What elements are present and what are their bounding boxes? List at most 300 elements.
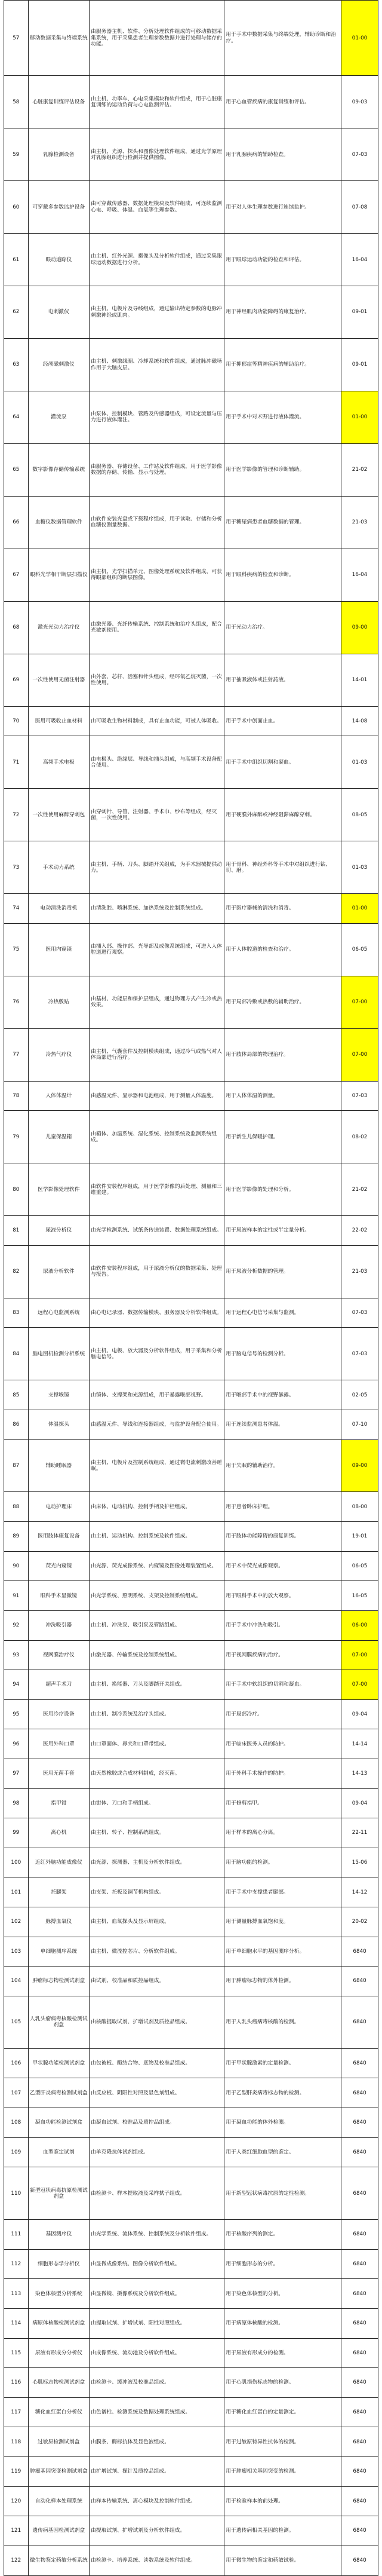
device-description-cell: 由天然橡胶或合成材料制成，经灭菌。 [90, 1759, 224, 1788]
category-code-cell: 07-03 [341, 1298, 378, 1328]
table-row [4, 1670, 378, 1700]
intended-use-cell: 用于肿瘤标志物的体外检测。 [224, 1967, 341, 1996]
category-code-cell: 01-00 [341, 894, 378, 924]
row-number-cell: 71 [4, 736, 29, 789]
category-code-cell: 14-01 [341, 654, 378, 706]
device-description-cell: 由口罩面体、鼻夹和口罩带组成。 [90, 1729, 224, 1759]
category-code-cell: 6840 [341, 2309, 378, 2339]
table-row [4, 76, 378, 128]
table-row [4, 1581, 378, 1611]
row-number-cell: 104 [4, 1967, 29, 1996]
category-code-cell: 16-04 [341, 234, 378, 286]
category-code-cell: 22-11 [341, 1818, 378, 1848]
device-description-cell: 由主机、血氧探头及显示屏组成。 [90, 1907, 224, 1937]
row-number-cell: 85 [4, 1380, 29, 1410]
table-row [4, 1028, 378, 1081]
category-code-cell: 21-02 [341, 1163, 378, 1216]
row-number-cell: 115 [4, 2338, 29, 2368]
intended-use-cell: 用于眼球运动功能的检查和评估。 [224, 234, 341, 286]
device-description-cell: 由心电记录器、数据传输模块、服务器及分析软件组成。 [90, 1298, 224, 1328]
device-name-cell: 微生物鉴定药敏分析系统 [28, 2546, 89, 2575]
intended-use-cell: 用于尿液有形成分的检测。 [224, 2338, 341, 2368]
table-row [4, 128, 378, 181]
table-row [4, 2457, 378, 2487]
device-name-cell: 细胞形态学分析仪 [28, 2249, 89, 2279]
table-row [4, 1996, 378, 2048]
intended-use-cell: 用于局部冷敷或热敷的辅助治疗。 [224, 976, 341, 1028]
intended-use-cell: 用于乳腺疾病的辅助检查。 [224, 128, 341, 181]
device-description-cell: 由清洗腔、喷淋系统、加热系统及控制系统组成。 [90, 894, 224, 924]
table-row [4, 2048, 378, 2078]
intended-use-cell: 用于甲状腺激素的定量检测。 [224, 2048, 341, 2078]
device-name-cell: 眼科手术显微镜 [28, 1581, 89, 1611]
row-number-cell: 62 [4, 286, 29, 339]
row-number-cell: 77 [4, 1028, 29, 1081]
row-number-cell: 61 [4, 234, 29, 286]
device-description-cell: 由床体、电动机构、控制手柄及护栏组成。 [90, 1492, 224, 1522]
table-row [4, 1937, 378, 1967]
table-row [4, 2137, 378, 2167]
intended-use-cell: 用于局部冷疗。 [224, 1699, 341, 1729]
category-code-cell: 14-14 [341, 1729, 378, 1759]
device-description-cell: 由主机、电极片及控制系统组成，通过微电流刺激改善睡眠。 [90, 1439, 224, 1492]
device-description-cell: 由主机、红外光源、摄像头及分析软件组成，通过采集眼球运动数据进行分析。 [90, 234, 224, 286]
intended-use-cell: 用于脑电信号的检测分析。 [224, 1328, 341, 1380]
device-description-cell: 由检测卡、培养系统、读数系统及软件组成。 [90, 2546, 224, 2575]
device-description-cell: 由光源、荧光成像系统、内窥镜及图像处理装置组成。 [90, 1551, 224, 1581]
row-number-cell: 58 [4, 76, 29, 128]
device-description-cell: 由主机、运动机构、控制系统及软件组成。 [90, 1522, 224, 1552]
device-name-cell: 染色体核型分析系统 [28, 2279, 89, 2309]
category-code-cell: 6840 [341, 2368, 378, 2398]
row-number-cell: 73 [4, 841, 29, 894]
table-row [4, 1492, 378, 1522]
intended-use-cell: 用于眼科手术中的放大观察。 [224, 1581, 341, 1611]
table-row [4, 339, 378, 391]
intended-use-cell: 用于心肌损伤标志物的检测。 [224, 2368, 341, 2398]
category-code-cell: 6840 [341, 2249, 378, 2279]
table-row [4, 2078, 378, 2108]
device-description-cell: 由核酸提取试剂、扩增试剂及质控品组成。 [90, 1996, 224, 2048]
row-number-cell: 113 [4, 2279, 29, 2309]
row-number-cell: 91 [4, 1581, 29, 1611]
device-name-cell: 肿瘤基因突变检测试剂盒 [28, 2457, 89, 2487]
intended-use-cell: 用于失眠的辅助治疗。 [224, 1439, 341, 1492]
category-code-cell: 6840 [341, 2167, 378, 2220]
device-name-cell: 眼动追踪仪 [28, 234, 89, 286]
table-row [4, 706, 378, 736]
intended-use-cell: 用于喉部手术中的视野暴露。 [224, 1380, 341, 1410]
device-description-cell: 由主机、转子、控制系统组成。 [90, 1818, 224, 1848]
category-code-cell: 09-00 [341, 601, 378, 654]
intended-use-cell: 用于神经肌肉功能障碍的康复治疗。 [224, 286, 341, 339]
device-description-cell: 由提取试剂、扩增试剂、阳性对照组成。 [90, 2309, 224, 2339]
device-description-cell: 由镜体、支撑架和光源组成，用于暴露喉部视野。 [90, 1380, 224, 1410]
category-code-cell: 6840 [341, 2220, 378, 2250]
category-code-cell: 6840 [341, 2279, 378, 2309]
category-code-cell: 6840 [341, 2397, 378, 2427]
row-number-cell: 86 [4, 1410, 29, 1439]
category-code-cell: 07-08 [341, 181, 378, 234]
intended-use-cell: 用于尿液样本的定性或半定量分析。 [224, 1216, 341, 1246]
category-code-cell: 01-00 [341, 1, 378, 76]
device-name-cell: 乳腺检测设备 [28, 128, 89, 181]
table-row [4, 496, 378, 549]
table-row [4, 841, 378, 894]
device-name-cell: 医用内窥镜 [28, 923, 89, 976]
category-code-cell: 07-03 [341, 1328, 378, 1380]
table-row [4, 2309, 378, 2339]
category-code-cell: 6840 [341, 1996, 378, 2048]
row-number-cell: 81 [4, 1216, 29, 1246]
table-row [4, 1759, 378, 1788]
device-description-cell: 由可穿戴传感器、数据处理模块及软件组成，可连续监测心电、呼吸、体温、血氧等生理参数。 [90, 181, 224, 234]
category-code-cell: 09-04 [341, 1788, 378, 1818]
category-code-cell: 22-02 [341, 1216, 378, 1246]
device-description-cell: 由显微成像系统、图像分析软件组成。 [90, 2249, 224, 2279]
table-row [4, 1907, 378, 1937]
row-number-cell: 92 [4, 1610, 29, 1640]
table-row [4, 2486, 378, 2516]
device-name-cell: 支撑喉镜 [28, 1380, 89, 1410]
row-number-cell: 98 [4, 1788, 29, 1818]
row-number-cell: 76 [4, 976, 29, 1028]
device-name-cell: 移动数据采集与终端系统 [28, 1, 89, 76]
intended-use-cell: 用于对人体生理参数进行连续监护。 [224, 181, 341, 234]
intended-use-cell: 用于细胞形态的分析。 [224, 2249, 341, 2279]
device-description-cell: 由软件安装程序组成，用于尿液分析仪的数据采集、处理与报告。 [90, 1245, 224, 1298]
table-row [4, 391, 378, 444]
intended-use-cell: 用于凝血功能的体外检测。 [224, 2108, 341, 2138]
table-row [4, 1699, 378, 1729]
row-number-cell: 110 [4, 2167, 29, 2220]
intended-use-cell: 用于手术中对术野进行液体灌流。 [224, 391, 341, 444]
table-row [4, 2546, 378, 2575]
device-name-cell: 指甲钳 [28, 1788, 89, 1818]
category-code-cell: 08-05 [341, 789, 378, 841]
table-row [4, 736, 378, 789]
table-row [4, 2249, 378, 2279]
device-name-cell: 电动护理床 [28, 1492, 89, 1522]
intended-use-cell: 用于脑功能的检测。 [224, 1848, 341, 1877]
device-description-cell: 由感温元件、导线和连接器组成，与监护设备配合使用。 [90, 1410, 224, 1439]
device-name-cell: 脑电图机检测分析系统 [28, 1328, 89, 1380]
category-code-cell: 07-00 [341, 1670, 378, 1700]
intended-use-cell: 用于遗传病相关基因的检测。 [224, 2516, 341, 2546]
device-description-cell: 由主机、光源、探头和图像处理软件组成，通过光学原理对乳腺组织进行检测并提供图像。 [90, 128, 224, 181]
category-code-cell: 16-05 [341, 1581, 378, 1611]
row-number-cell: 80 [4, 1163, 29, 1216]
device-description-cell: 由包被板、酶结合物、底物及校准品组成。 [90, 2048, 224, 2078]
row-number-cell: 90 [4, 1551, 29, 1581]
row-number-cell: 101 [4, 1877, 29, 1907]
category-code-cell: 6840 [341, 2486, 378, 2516]
device-description-cell: 由光学系统、照明系统、支架及控制系统组成。 [90, 1581, 224, 1611]
row-number-cell: 95 [4, 1699, 29, 1729]
row-number-cell: 108 [4, 2108, 29, 2138]
category-code-cell: 08-02 [341, 1111, 378, 1163]
table-row [4, 1729, 378, 1759]
device-description-cell: 由软件安装光盘或下载程序组成，用于读取、存储和分析血糖仪测量数据。 [90, 496, 224, 549]
intended-use-cell: 用于远程心电信号采集与监测。 [224, 1298, 341, 1328]
device-name-cell: 超声手术刀 [28, 1670, 89, 1700]
row-number-cell: 116 [4, 2368, 29, 2398]
intended-use-cell: 用于样本的离心分离。 [224, 1818, 341, 1848]
device-description-cell: 由激光器、光纤传输系统、控制系统和治疗头组成，配合光敏剂使用。 [90, 601, 224, 654]
category-code-cell: 6840 [341, 2108, 378, 2138]
device-name-cell: 荧光内窥镜 [28, 1551, 89, 1581]
table-row [4, 1081, 378, 1111]
table-row [4, 1163, 378, 1216]
category-code-cell: 6840 [341, 2137, 378, 2167]
table-row [4, 654, 378, 706]
device-name-cell: 乙型肝炎病毒检测试剂盒 [28, 2078, 89, 2108]
table-row [4, 1788, 378, 1818]
table-row [4, 2108, 378, 2138]
device-description-cell: 由光学检测系统、试纸条传送装置、数据处理系统组成。 [90, 1216, 224, 1246]
device-name-cell: 冷热气疗仪 [28, 1028, 89, 1081]
table-row [4, 1410, 378, 1439]
device-name-cell: 可穿戴多参数监护设备 [28, 181, 89, 234]
row-number-cell: 67 [4, 549, 29, 601]
category-code-cell: 06-05 [341, 923, 378, 976]
device-description-cell: 由主机、功率车、心电采集模块和软件组成，用于心脏康复训练的运动负荷与心电监测评估。 [90, 76, 224, 128]
table-row [4, 1245, 378, 1298]
table-row [4, 1877, 378, 1907]
device-description-cell: 由扩增试剂、探针及质控品组成。 [90, 2457, 224, 2487]
category-code-cell: 14-08 [341, 706, 378, 736]
device-name-cell: 离心机 [28, 1818, 89, 1848]
intended-use-cell: 用于新生儿保暖护理。 [224, 1111, 341, 1163]
intended-use-cell: 用于核酸序列的测定。 [224, 2220, 341, 2250]
device-description-cell: 由外套、芯杆、活塞和针头组成，经环氧乙烷灭菌，一次性使用。 [90, 654, 224, 706]
device-name-cell: 遗传病基因检测试剂盒 [28, 2516, 89, 2546]
category-code-cell: 02-05 [341, 1380, 378, 1410]
table-row [4, 789, 378, 841]
device-name-cell: 手术动力系统 [28, 841, 89, 894]
intended-use-cell: 用于糖化血红蛋白的定量测定。 [224, 2397, 341, 2427]
table-row [4, 1298, 378, 1328]
device-description-cell: 由光学系统、流体系统、控制系统及分析软件组成。 [90, 2220, 224, 2250]
row-number-cell: 78 [4, 1081, 29, 1111]
row-number-cell: 119 [4, 2457, 29, 2487]
device-name-cell: 自动化样本处理系统 [28, 2486, 89, 2516]
intended-use-cell: 用于手术中软组织的切割和凝血。 [224, 1670, 341, 1700]
row-number-cell: 70 [4, 706, 29, 736]
device-name-cell: 人体体温计 [28, 1081, 89, 1111]
device-description-cell: 由主机、刺激线圈、冷却系统和软件组成，通过脉冲磁场作用于大脑皮层。 [90, 339, 224, 391]
row-number-cell: 120 [4, 2486, 29, 2516]
device-name-cell: 眼科光学相干断层扫描仪 [28, 549, 89, 601]
device-name-cell: 冲洗吸引器 [28, 1610, 89, 1640]
device-description-cell: 由主机、光学扫描单元、图像处理系统及软件组成，可获得眼部组织的断层图像。 [90, 549, 224, 601]
device-name-cell: 医用可吸收止血材料 [28, 706, 89, 736]
device-name-cell: 新型冠状病毒抗原检测试剂盒 [28, 2167, 89, 2220]
category-code-cell: 09-01 [341, 286, 378, 339]
device-description-cell: 由显微镜、摄像系统及分析软件组成。 [90, 2279, 224, 2309]
device-description-cell: 由服务器、存储设备、工作站及软件组成，用于医学影像数据的存储、传输、显示与处理。 [90, 443, 224, 496]
intended-use-cell: 用于医学影像的管理和诊断辅助。 [224, 443, 341, 496]
intended-use-cell: 用于手术中组织切割和凝血。 [224, 736, 341, 789]
device-description-cell: 由钳体、刀口和手柄组成。 [90, 1788, 224, 1818]
row-number-cell: 106 [4, 2048, 29, 2078]
device-description-cell: 由主机、气囊套件及控制模块组成，通过冷气或热气对人体局部进行治疗。 [90, 1028, 224, 1081]
table-row [4, 2368, 378, 2398]
device-name-cell: 医用外科口罩 [28, 1729, 89, 1759]
table-row [4, 286, 378, 339]
device-name-cell: 辅助睡眠器 [28, 1439, 89, 1492]
row-number-cell: 109 [4, 2137, 29, 2167]
category-code-cell: 21-02 [341, 443, 378, 496]
intended-use-cell: 用于新型冠状病毒抗原的定性检测。 [224, 2167, 341, 2220]
category-code-cell: 20-02 [341, 1907, 378, 1937]
device-name-cell: 冷热敷贴 [28, 976, 89, 1028]
table-body [4, 1, 378, 2576]
category-code-cell: 6840 [341, 2427, 378, 2457]
row-number-cell: 65 [4, 443, 29, 496]
table-row [4, 2516, 378, 2546]
device-description-cell: 由插入部、操作部、光导部及成像系统组成，可进入人体腔道进行观察。 [90, 923, 224, 976]
row-number-cell: 72 [4, 789, 29, 841]
category-code-cell: 6840 [341, 2546, 378, 2575]
table-row [4, 1380, 378, 1410]
device-name-cell: 电刺激仪 [28, 286, 89, 339]
row-number-cell: 118 [4, 2427, 29, 2457]
table-row [4, 1610, 378, 1640]
row-number-cell: 111 [4, 2220, 29, 2250]
category-code-cell: 01-03 [341, 736, 378, 789]
device-name-cell: 医学影像处理软件 [28, 1163, 89, 1216]
intended-use-cell: 用于人体体温的测量。 [224, 1081, 341, 1111]
intended-use-cell: 用于抑郁症等精神疾病的辅助治疗。 [224, 339, 341, 391]
device-description-cell: 由电极头、绝缘层、导线和插头组成，与高频手术设备配合使用。 [90, 736, 224, 789]
row-number-cell: 64 [4, 391, 29, 444]
intended-use-cell: 用于患者卧床护理。 [224, 1492, 341, 1522]
intended-use-cell: 用于手术中数据采集与终端处理，辅助诊断和治疗。 [224, 1, 341, 76]
row-number-cell: 66 [4, 496, 29, 549]
intended-use-cell: 用于修剪指甲。 [224, 1788, 341, 1818]
device-name-cell: 一次性使用麻醉穿刺包 [28, 789, 89, 841]
device-description-cell: 由主机、电极片及导线组成，通过输出特定参数的电脉冲刺激神经或肌肉。 [90, 286, 224, 339]
row-number-cell: 94 [4, 1670, 29, 1700]
category-code-cell: 6840 [341, 1937, 378, 1967]
device-name-cell: 尿液分析软件 [28, 1245, 89, 1298]
device-name-cell: 医用无菌手套 [28, 1759, 89, 1788]
table-row [4, 1, 378, 76]
category-code-cell: 14-13 [341, 1759, 378, 1788]
intended-use-cell: 用于手术中支撑患者腿部。 [224, 1877, 341, 1907]
row-number-cell: 89 [4, 1522, 29, 1552]
category-code-cell: 14-12 [341, 1877, 378, 1907]
device-name-cell: 肿瘤标志物检测试剂盒 [28, 1967, 89, 1996]
row-number-cell: 112 [4, 2249, 29, 2279]
category-code-cell: 6840 [341, 2457, 378, 2487]
device-description-cell: 由试剂、校准品和质控品组成。 [90, 1967, 224, 1996]
category-code-cell: 6840 [341, 2516, 378, 2546]
table-row [4, 601, 378, 654]
intended-use-cell: 用于单细胞水平的基因测序分析。 [224, 1937, 341, 1967]
intended-use-cell: 用于连续监测患者体温。 [224, 1410, 341, 1439]
category-code-cell: 09-00 [341, 1439, 378, 1492]
device-name-cell: 医用冷疗设备 [28, 1699, 89, 1729]
table-row [4, 2167, 378, 2220]
row-number-cell: 107 [4, 2078, 29, 2108]
row-number-cell: 99 [4, 1818, 29, 1848]
device-description-cell: 由单克隆抗体试剂组成。 [90, 2137, 224, 2167]
category-code-cell: 01-03 [341, 841, 378, 894]
device-description-cell: 由服务器主机、软件、分析处理软件组成的可移动数据采集系统，用于采集患者生理参数数据并进行处理与储存的功能。 [90, 1, 224, 76]
device-description-cell: 由凝血试剂、校准品及质控品组成。 [90, 2108, 224, 2138]
category-code-cell: 09-04 [341, 1699, 378, 1729]
intended-use-cell: 用于临床医务人员的防护。 [224, 1729, 341, 1759]
device-description-cell: 由样本传输系统、离心模块及控制软件组成。 [90, 2486, 224, 2516]
table-row [4, 443, 378, 496]
row-number-cell: 102 [4, 1907, 29, 1937]
table-row [4, 976, 378, 1028]
device-name-cell: 心肌标志物检测试剂盒 [28, 2368, 89, 2398]
intended-use-cell: 用于尿液分析数据的管理。 [224, 1245, 341, 1298]
device-name-cell: 医用肢体康复设备 [28, 1522, 89, 1552]
device-name-cell: 近红外脑功能成像仪 [28, 1848, 89, 1877]
row-number-cell: 103 [4, 1937, 29, 1967]
table-row [4, 1818, 378, 1848]
intended-use-cell: 用于医学影像的处理和分析。 [224, 1163, 341, 1216]
table-row [4, 1848, 378, 1877]
table-row [4, 894, 378, 924]
intended-use-cell: 用于人乳头瘤病毒核酸的检测。 [224, 1996, 341, 2048]
intended-use-cell: 用于人体腔道的检查和治疗。 [224, 923, 341, 976]
device-description-cell: 由主机、换能器、刀头及脚踏开关组成。 [90, 1670, 224, 1700]
intended-use-cell: 用于光动力治疗。 [224, 601, 341, 654]
row-number-cell: 122 [4, 2546, 29, 2575]
category-code-cell: 21-03 [341, 1245, 378, 1298]
device-name-cell: 甲状腺功能检测试剂盒 [28, 2048, 89, 2078]
device-name-cell: 基因测序仪 [28, 2220, 89, 2250]
row-number-cell: 97 [4, 1759, 29, 1788]
row-number-cell: 93 [4, 1640, 29, 1670]
category-code-cell: 07-03 [341, 1081, 378, 1111]
table-row [4, 2427, 378, 2457]
intended-use-cell: 用于检验样本的前处理。 [224, 2486, 341, 2516]
intended-use-cell: 用于染色体核型的分析。 [224, 2279, 341, 2309]
row-number-cell: 96 [4, 1729, 29, 1759]
table-row [4, 1328, 378, 1380]
row-number-cell: 68 [4, 601, 29, 654]
row-number-cell: 84 [4, 1328, 29, 1380]
category-code-cell: 09-03 [341, 76, 378, 128]
device-description-cell: 由泵体、控制模块、管路及传感器组成，可设定流量与压力进行液体灌注。 [90, 391, 224, 444]
row-number-cell: 79 [4, 1111, 29, 1163]
table-row [4, 2279, 378, 2309]
device-description-cell: 由激光器、传输系统及控制系统组成。 [90, 1640, 224, 1670]
device-name-cell: 数字影像存储传输系统 [28, 443, 89, 496]
row-number-cell: 74 [4, 894, 29, 924]
row-number-cell: 117 [4, 2397, 29, 2427]
intended-use-cell: 用于视网膜疾病的治疗。 [224, 1640, 341, 1670]
intended-use-cell: 用于眼科疾病的检查和诊断。 [224, 549, 341, 601]
table-row [4, 1439, 378, 1492]
device-description-cell: 由箱体、加温系统、湿化系统、控制系统及监测系统组成。 [90, 1111, 224, 1163]
category-code-cell: 06-00 [341, 1610, 378, 1640]
intended-use-cell: 用于过敏原特异性抗体的检测。 [224, 2427, 341, 2457]
category-code-cell: 07-00 [341, 1640, 378, 1670]
intended-use-cell: 用于术中荧光成像观察。 [224, 1551, 341, 1581]
intended-use-cell: 用于手术中创面止血。 [224, 706, 341, 736]
device-description-cell: 由软件安装程序组成，用于医学影像的后处理、测量和三维重建。 [90, 1163, 224, 1216]
device-name-cell: 血糖仪数据管理软件 [28, 496, 89, 549]
category-code-cell: 07-00 [341, 1028, 378, 1081]
table-row [4, 1111, 378, 1163]
